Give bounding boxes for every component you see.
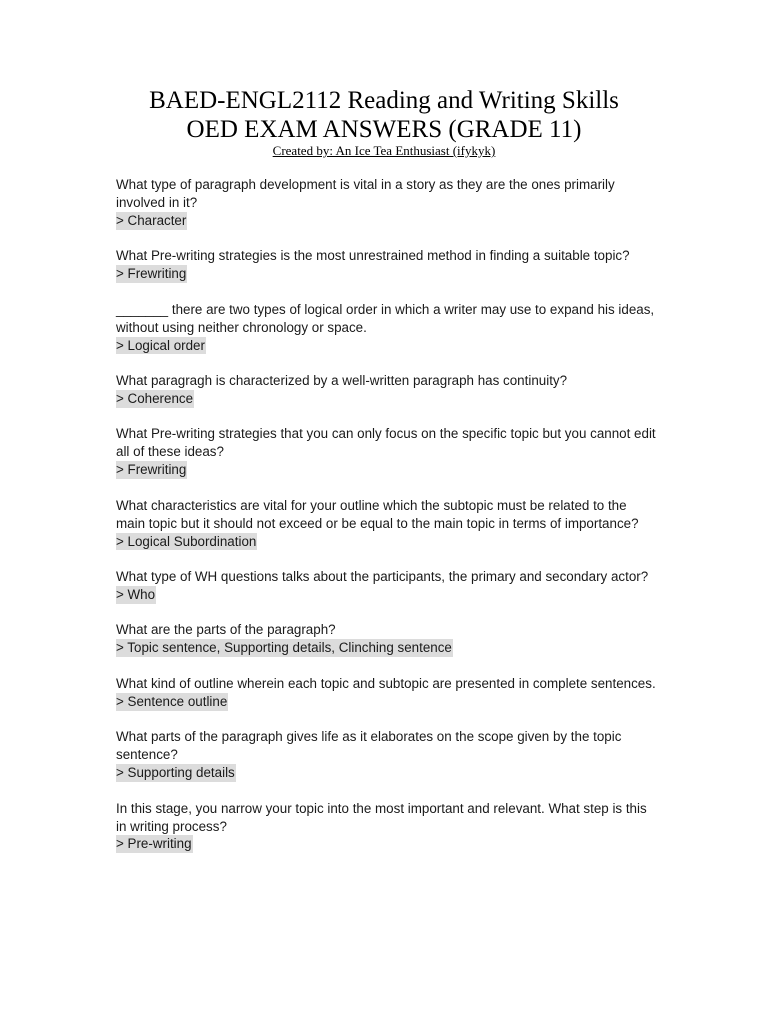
- question-text: What are the parts of the paragraph?: [116, 622, 336, 638]
- author-credit: Created by: An Ice Tea Enthusiast (ifykyk): [272, 143, 496, 158]
- question-text: What kind of outline wherein each topic and subtopic are presented in complete sentences.: [116, 675, 656, 691]
- question-text: What paragragh is characterized by a well-written paragraph has continuity?: [116, 373, 568, 389]
- qa-item: [116, 800, 656, 854]
- answer-text: > Frewriting: [116, 462, 187, 478]
- answer-text: > Supporting details: [116, 765, 235, 781]
- qa-item: [116, 621, 656, 657]
- qa-item: [116, 728, 656, 782]
- qa-item: [116, 301, 656, 355]
- answer-text: > Logical order: [116, 337, 205, 353]
- qa-item: [116, 176, 656, 230]
- qa-item: [116, 568, 656, 604]
- answer-text: > Pre-writing: [116, 836, 192, 852]
- qa-item: [116, 425, 656, 479]
- answer-text: > Character: [116, 212, 187, 228]
- answer-text: > Coherence: [116, 390, 194, 406]
- document-title-line-2: OED EXAM ANSWERS (GRADE 11): [186, 116, 582, 143]
- question-text: What Pre-writing strategies that you can only focus on the specific topic but you cannot edit all of these ideas?: [116, 426, 656, 460]
- qa-item: [116, 497, 656, 551]
- answer-text: > Who: [116, 586, 156, 602]
- question-text: What Pre-writing strategies is the most unrestrained method in finding a suitable topic?: [116, 248, 630, 264]
- answer-text: > Logical Subordination: [116, 533, 257, 549]
- answer-text: > Topic sentence, Supporting details, Clinching sentence: [116, 640, 452, 656]
- answer-text: > Sentence outline: [116, 693, 228, 709]
- qa-item: [116, 247, 656, 283]
- qa-item: [116, 372, 656, 408]
- question-text: In this stage, you narrow your topic into the most important and relevant. What step is this in writing process?: [116, 800, 647, 834]
- qa-item: [116, 675, 656, 711]
- question-answer-list: [116, 176, 656, 871]
- answer-text: > Frewriting: [116, 266, 187, 282]
- question-text: What characteristics are vital for your outline which the subtopic must be related to the main topic but it should not exceed or be equal to the main topic in terms of importance?: [116, 497, 639, 531]
- question-text: _______ there are two types of logical order in which a writer may use to expand his ideas, without using neither chronology or space.: [116, 301, 655, 335]
- document-title-line-1: BAED-ENGL2112 Reading and Writing Skills: [149, 87, 619, 114]
- question-text: What parts of the paragraph gives life as it elaborates on the scope given by the topic sentence?: [116, 729, 622, 763]
- document-header: [0, 86, 768, 158]
- question-text: What type of paragraph development is vital in a story as they are the ones primarily involved in it?: [116, 177, 615, 210]
- question-text: What type of WH questions talks about the participants, the primary and secondary actor?: [116, 569, 649, 585]
